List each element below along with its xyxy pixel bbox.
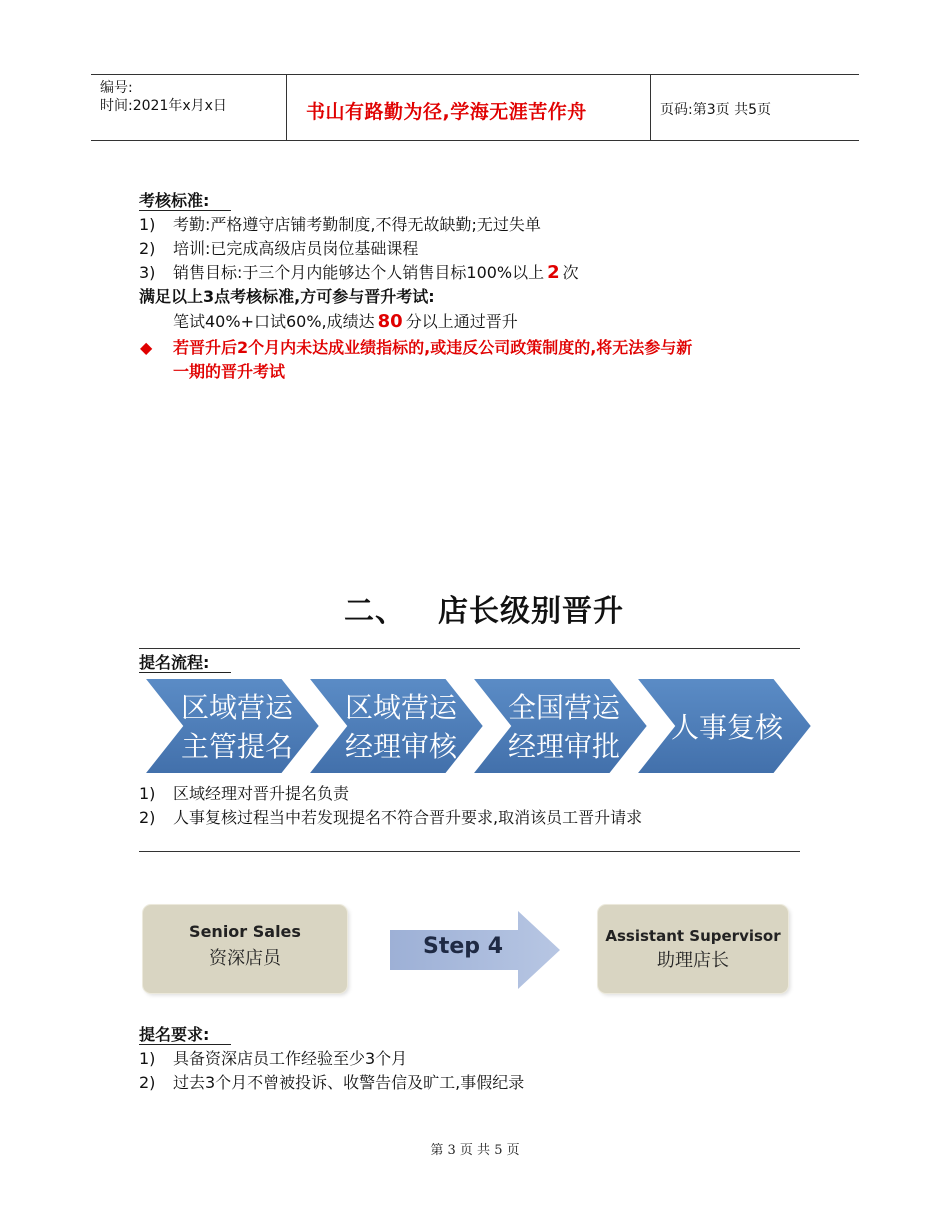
chevron-step-4 xyxy=(636,678,812,774)
chevron-step-1-line2: 主管提名 xyxy=(180,730,294,763)
chevron-step-2 xyxy=(308,678,484,774)
chevron-step-3-line1: 全国营运 xyxy=(507,691,621,724)
process-rule xyxy=(139,851,800,852)
process-chevron-flow xyxy=(140,674,820,780)
header-divider-left xyxy=(286,74,287,141)
requirement-2-num: 2) xyxy=(139,1073,156,1092)
section-rule xyxy=(139,648,800,649)
warning-line-2: 一期的晋升考试 xyxy=(173,362,286,381)
process-note-1-num: 1) xyxy=(139,784,156,803)
requirement-2-text: 过去3个月不曾被投诉、收警告信及旷工,事假纪录 xyxy=(173,1073,525,1092)
promotion-from-box xyxy=(143,905,347,993)
header-top-rule xyxy=(91,74,859,75)
header-bottom-rule xyxy=(91,140,859,141)
process-note-2-text: 人事复核过程当中若发现提名不符合晋升要求,取消该员工晋升请求 xyxy=(173,808,643,827)
header-page-label: 页码:第3页 共5页 xyxy=(660,102,771,118)
chevron-step-2-line1: 区域营运 xyxy=(344,691,458,724)
criteria-item-3-num: 3) xyxy=(139,263,156,282)
process-note-2-num: 2) xyxy=(139,808,156,827)
chevron-step-1 xyxy=(144,678,320,774)
requirements-heading-underline xyxy=(139,1044,231,1045)
criteria-heading: 考核标准: xyxy=(139,191,210,210)
criteria-item-1-text: 考勤:严格遵守店铺考勤制度,不得无故缺勤;无过失单 xyxy=(173,215,541,234)
criteria-item-3 xyxy=(173,262,579,284)
criteria-item-2-num: 2) xyxy=(139,239,156,258)
page-footer: 第 3 页 共 5 页 xyxy=(430,1143,520,1158)
chevron-step-3-line2: 经理审批 xyxy=(507,730,621,763)
process-heading-underline xyxy=(139,672,231,673)
chevron-step-3 xyxy=(472,678,648,774)
promotion-to-box xyxy=(598,905,788,993)
criteria-item-3-text: 销售目标:于三个月内能够达个人销售目标100%以上 xyxy=(173,263,545,282)
criteria-score xyxy=(173,311,518,333)
header-motto: 书山有路勤为径,学海无涯苦作舟 xyxy=(306,101,587,123)
criteria-item-3-highlight: 2 xyxy=(547,262,560,283)
header-time-label: 时间:2021年x月x日 xyxy=(100,98,227,114)
promotion-from-cn: 资深店员 xyxy=(209,948,281,969)
warning-bullet-icon: ◆ xyxy=(140,338,153,357)
section-title: 店长级别晋升 xyxy=(438,594,624,629)
requirement-1-text: 具备资深店员工作经验至少3个月 xyxy=(173,1049,408,1068)
criteria-score-suffix: 分以上通过晋升 xyxy=(405,312,518,331)
criteria-item-2-text: 培训:已完成高级店员岗位基础课程 xyxy=(173,239,419,258)
criteria-heading-underline xyxy=(139,210,231,211)
section-number: 二、 xyxy=(344,594,406,629)
header-number-label: 编号: xyxy=(100,80,133,96)
requirement-1-num: 1) xyxy=(139,1049,156,1068)
criteria-item-3-suffix: 次 xyxy=(562,263,579,282)
chevron-step-1-line1: 区域营运 xyxy=(180,691,294,724)
process-heading: 提名流程: xyxy=(139,653,210,672)
promotion-from-en: Senior Sales xyxy=(189,922,301,941)
warning-line-1: 若晋升后2个月内未达成业绩指标的,或违反公司政策制度的,将无法参与新 xyxy=(173,338,693,357)
criteria-score-text: 笔试40%+口试60%,成绩达 xyxy=(173,312,375,331)
process-note-1-text: 区域经理对晋升提名负责 xyxy=(173,784,350,803)
promotion-to-cn: 助理店长 xyxy=(657,950,729,971)
header-divider-right xyxy=(650,74,651,141)
step-label: Step 4 xyxy=(423,934,503,959)
chevron-step-4-line1: 人事复核 xyxy=(670,711,784,744)
chevron-step-2-line2: 经理审核 xyxy=(344,730,458,763)
criteria-score-highlight: 80 xyxy=(377,311,403,332)
criteria-condition: 满足以上3点考核标准,方可参与晋升考试: xyxy=(139,287,435,306)
criteria-item-1-num: 1) xyxy=(139,215,156,234)
promotion-to-en: Assistant Supervisor xyxy=(605,927,781,945)
requirements-heading: 提名要求: xyxy=(139,1025,210,1044)
